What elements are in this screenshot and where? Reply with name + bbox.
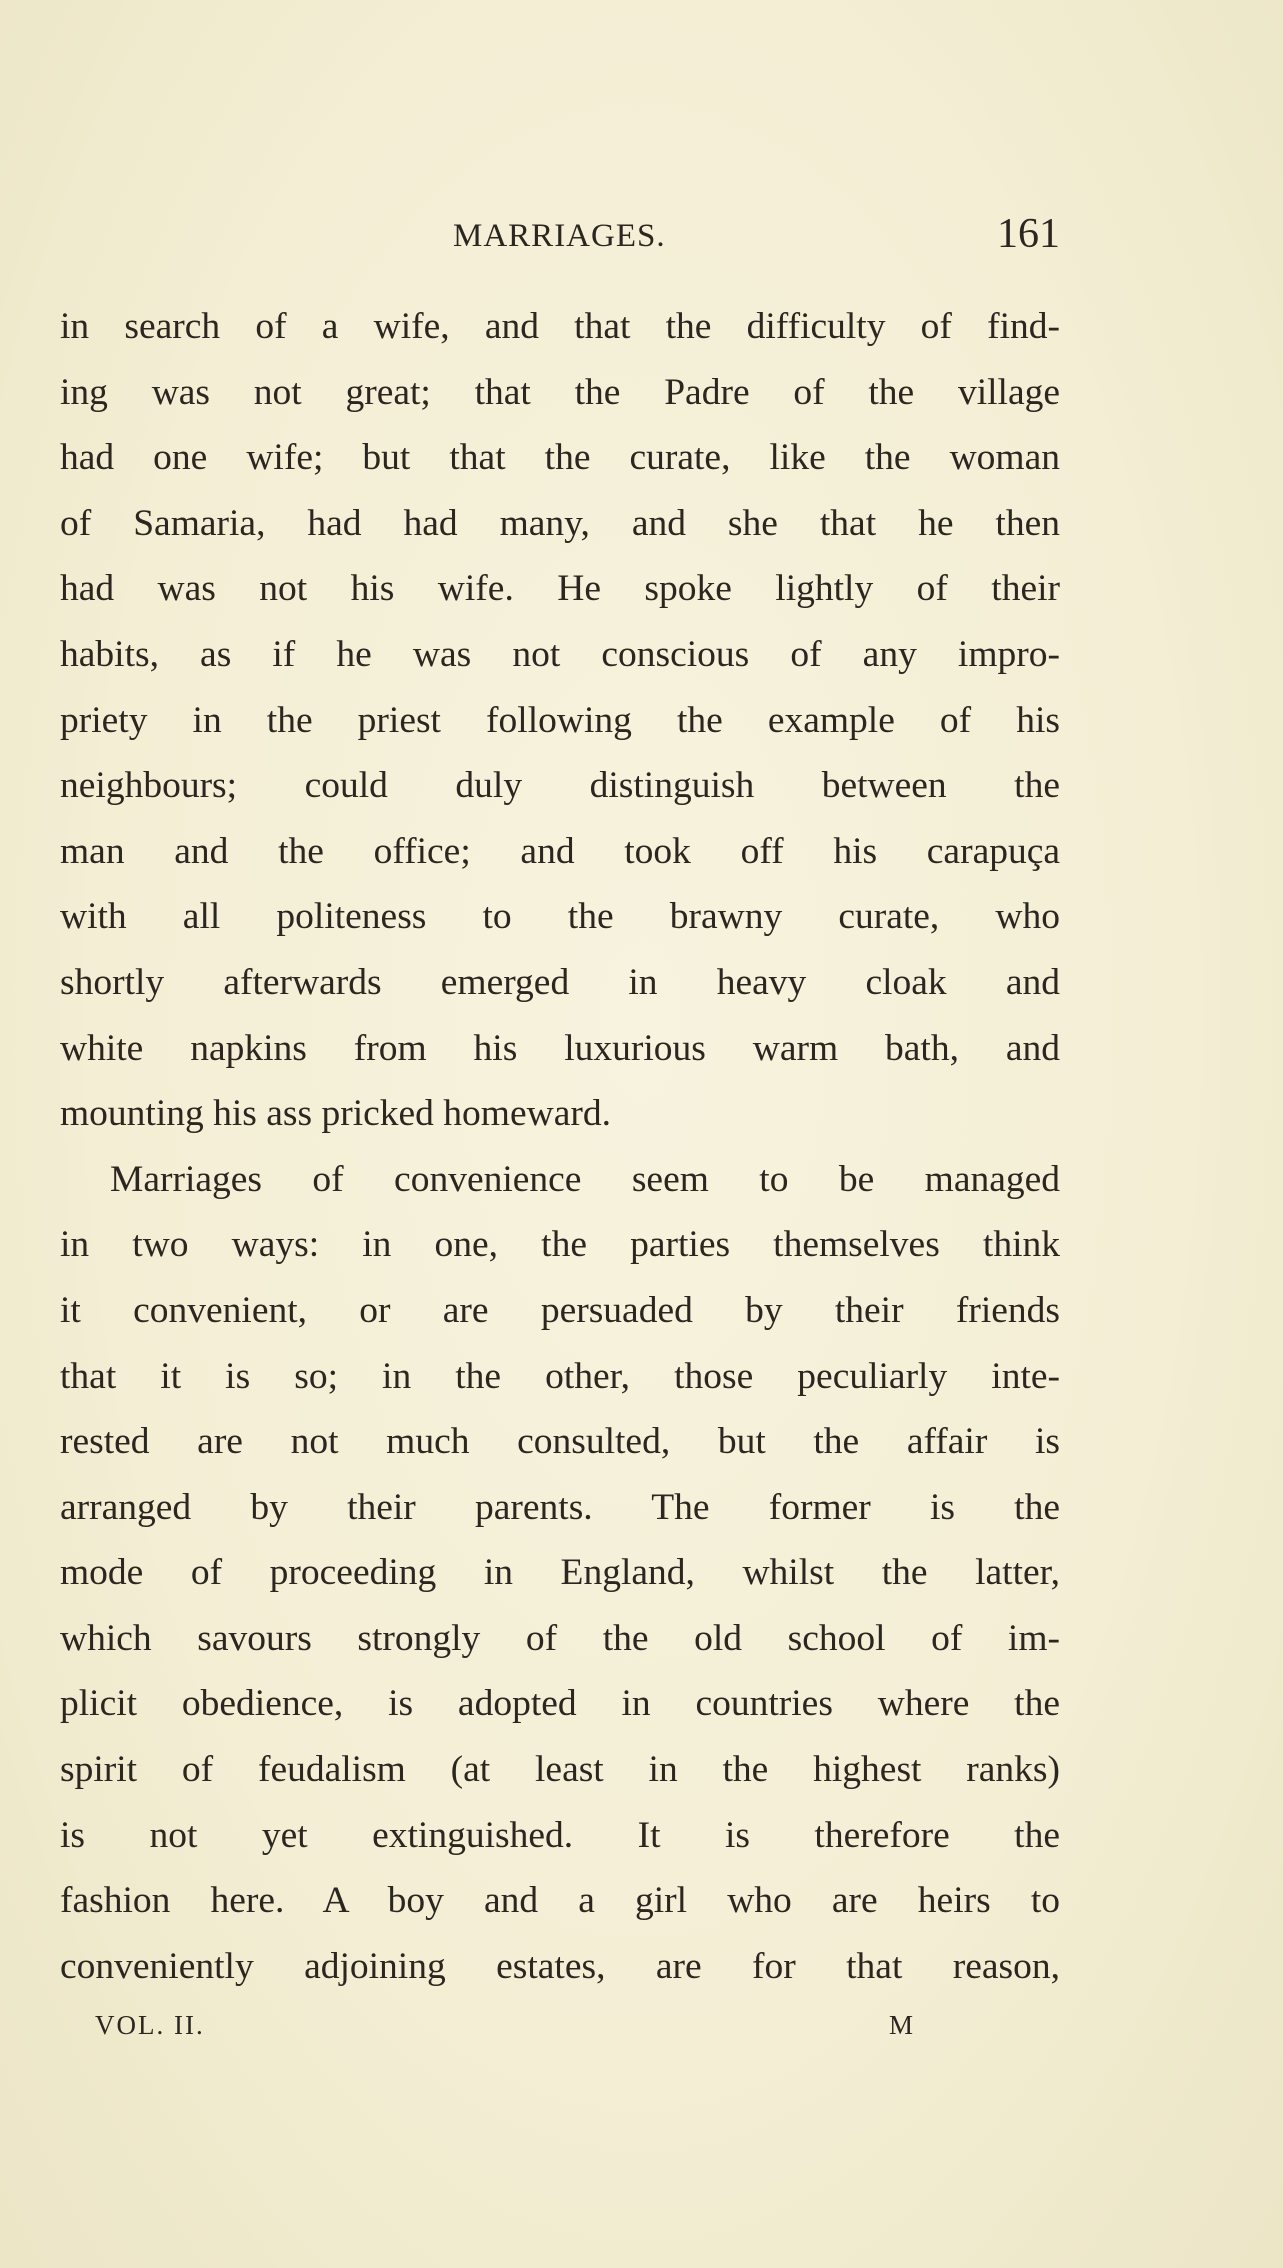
text-line: fashion here. A boy and a girl who are heirs to: [60, 1880, 1060, 1922]
text-line: white napkins from his luxurious warm bath, and: [60, 1027, 1060, 1069]
text-line: priety in the priest following the example of his: [60, 699, 1060, 741]
text-line: ing was not great; that the Padre of the village: [60, 371, 1060, 413]
text-line: plicit obedience, is adopted in countries where the: [60, 1683, 1060, 1725]
text-line: in two ways: in one, the parties themselves think: [60, 1224, 1060, 1266]
text-line: is not yet extinguished. It is therefore the: [60, 1814, 1060, 1856]
text-line: mounting his ass pricked homeward.: [60, 1093, 611, 1135]
running-title: MARRIAGES.: [453, 218, 666, 254]
running-head: [60, 210, 1060, 270]
text-line: arranged by their parents. The former is the: [60, 1486, 1060, 1528]
volume-label: VOL. II.: [95, 2010, 205, 2040]
text-line: conveniently adjoining estates, are for that reason,: [60, 1945, 1060, 1987]
text-line: man and the office; and took off his carapuça: [60, 830, 1060, 872]
text-line: mode of proceeding in England, whilst the latter,: [60, 1552, 1060, 1594]
text-line: shortly afterwards emerged in heavy cloak and: [60, 961, 1060, 1003]
text-line: rested are not much consulted, but the affair is: [60, 1421, 1060, 1463]
text-line: spirit of feudalism (at least in the highest ranks): [60, 1749, 1060, 1791]
text-line: that it is so; in the other, those peculiarly inte-: [60, 1355, 1060, 1397]
text-line: habits, as if he was not conscious of any impro-: [60, 633, 1060, 675]
text-line: it convenient, or are persuaded by their friends: [60, 1289, 1060, 1331]
paragraph-start-line: Marriages of convenience seem to be managed: [110, 1158, 1060, 1200]
text-line: which savours strongly of the old school of im-: [60, 1617, 1060, 1659]
text-line: neighbours; could duly distinguish between the: [60, 765, 1060, 807]
text-line: had was not his wife. He spoke lightly of their: [60, 568, 1060, 610]
body-text: [60, 294, 1060, 1999]
text-line: in search of a wife, and that the difficulty of find-: [60, 306, 1060, 347]
text-line: had one wife; but that the curate, like the woman: [60, 437, 1060, 479]
page-number: 161: [997, 211, 1060, 257]
page-footer: [95, 2010, 915, 2050]
text-line: with all politeness to the brawny curate, who: [60, 896, 1060, 938]
signature-mark: M: [888, 2010, 915, 2040]
text-line: of Samaria, had had many, and she that he then: [60, 502, 1060, 544]
